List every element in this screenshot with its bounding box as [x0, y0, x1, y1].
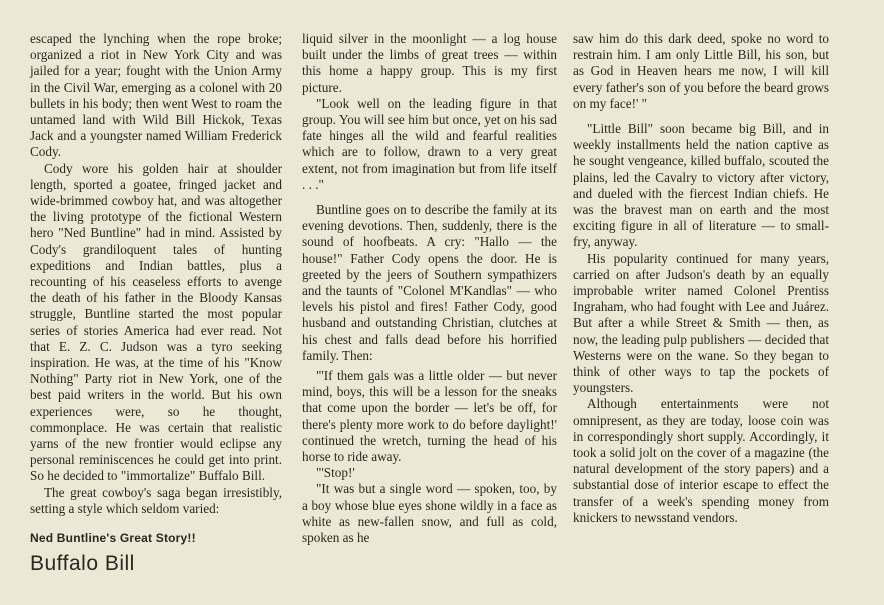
paragraph: escaped the lynching when the rope broke; organized a riot in New York City and was jailed for a year; fought with the Union Army in the Civil War, emerging as a colonel with 20 bullets in his body; then went West to roam the untamed land with Wild Bill Hickok, Texas Jack and a youngster named William Frederick Cody.: [30, 31, 282, 160]
text-column-2: [302, 31, 557, 546]
paragraph: The great cowboy's saga began irresistibly, setting a style which seldom varied:: [30, 484, 282, 516]
paragraph: "'If them gals was a little older — but never mind, boys, this will be a lesson for the sneaks that come upon the border — let's be off, for there's plenty more work to do before daylight!' continued the wretch, turning the head of his horse to ride away.: [302, 368, 557, 465]
story-title: Buffalo Bill: [30, 552, 135, 576]
text-column-1: [30, 31, 282, 576]
paragraph: "'Stop!': [316, 465, 355, 481]
paragraph: saw him do this dark deed, spoke no word to restrain him. I am only Little Bill, his son, but as God in Heaven hears me now, I will kill every father's son of you before the beard grows on my face!' ": [573, 31, 829, 111]
paragraph: Buntline goes on to describe the family at its evening devotions. Then, suddenly, there is the sound of hoofbeats. A cry: "Hallo — the house!" Father Cody opens the door. He is greeted by the jeers of Southern sympathizers and the taunts of "Colonel M'Kandlas" — who levels his pistol and fires! Father Cody, good husband and outstanding Christian, clutches at his chest and falls dead before his horrified family. Then:: [302, 202, 557, 363]
story-headline: Ned Buntline's Great Story!!: [30, 531, 196, 546]
paragraph: Cody wore his golden hair at shoulder length, sported a goatee, fringed jacket and wide-brimmed cowboy hat, and was altogether the living prototype of the fictional Western hero "Ned Buntline" had in mind. Assisted by Cody's grandiloquent tales of hunting expeditions and Indian battles, plus a recounting of his ceaseless efforts to avenge the death of his father in the Bloody Kansas struggle, Buntline started the most popular series of stories America had ever read. Not that E. Z. C. Judson was a tyro seeking inspiration. He was, at the time of his "Know Nothing" Party riot in New York, one of the best paid writers in the world. But his own experiences were, so he thought, commonplace. He was certain that realistic yarns of the new frontier would eclipse any personal reminiscences he could get into print. So he decided to "immortalize" Buffalo Bill.: [30, 160, 282, 484]
paragraph: "It was but a single word — spoken, too, by a boy whose blue eyes shone wildly in a face as white as new-fallen snow, and full as cold, spoken as he: [302, 481, 557, 546]
paragraph: "Little Bill" soon became big Bill, and in weekly installments held the nation captive as he sought vengeance, killed buffalo, scouted the plains, led the Cavalry to victory after victory, and dueled with the fiercest Indian chiefs. He was the bravest man on earth and the most exciting figure in all of literature — to small-fry, anyway.: [573, 121, 829, 250]
paragraph: His popularity continued for many years, carried on after Judson's death by an equally improbable writer named Colonel Prentiss Ingraham, who had fought with Lee and Juárez. But after a while Street & Smith — then, as now, the leading pulp publishers — decided that Westerns were on the wane. So they began to think of other ways to tap the pockets of youngsters.: [573, 250, 829, 396]
paragraph: Although entertainments were not omnipresent, as they are today, loose coin was in correspondingly short supply. Accordingly, it took a solid jolt on the cover of a magazine (the natural development of the story papers) and a substantial dose of interior escape to effect the transfer of a week's spending money from knickers to newsstand vendors.: [573, 396, 829, 525]
text-column-3: [573, 31, 829, 526]
paragraph: "Look well on the leading figure in that group. You will see him but once, yet on his sad fate hinges all the wild and fearful realities which are to follow, drawn to a very great extent, not from imagination but from life itself . . .": [302, 95, 557, 192]
paragraph: liquid silver in the moonlight — a log house built under the limbs of great trees — within this home a happy group. This is my first picture.: [302, 31, 557, 95]
